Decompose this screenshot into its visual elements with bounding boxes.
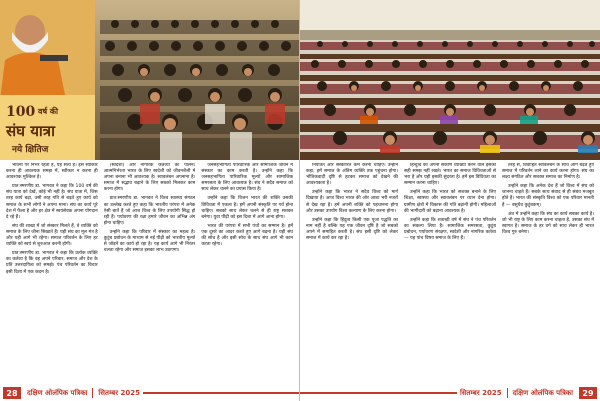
footer-publication: दक्षिण ओलंपिक पत्रिका bbox=[512, 388, 573, 397]
paragraph: हिन्दुत्व को अपनी संकीर्ण व्याख्या करने वाले इसकी सही समझ नहीं रखते। भारत का समाज विविधताओं से भरा है और यही इसकी सुंदरता है। हमें इस विविधता का सम्मान करना चाहिए। bbox=[404, 163, 496, 187]
footer-divider bbox=[92, 388, 93, 398]
banner-number: 100 bbox=[6, 104, 36, 120]
paragraph: उन्होंने कहा कि परिवार में संस्कार का महत्व है। कुटुंब प्रबोधन के माध्यम से नई पीढ़ी को भारतीय मूल्यों से जोड़ने का कार्य हो रहा है। यह कार्य आगे भी निरंतर चलता रहेगा और समाज इसका लाभ उठाएगा। bbox=[103, 229, 196, 254]
paragraph: उन्होंने कहा कि शताब्दी वर्ष में संघ ने पंच परिवर्तन का संकल्प लिया है। सामाजिक समरसता, कुटुंब प्रबोधन, पर्यावरण संरक्षण, स्वदेशी और नागरिक कर्तव्य — यह पांच विषय समाज के लिए हैं। bbox=[404, 217, 496, 242]
footer-rule bbox=[300, 392, 457, 394]
right-photo-audience bbox=[300, 0, 600, 160]
right-footer bbox=[300, 385, 600, 401]
left-column-2 bbox=[104, 163, 196, 381]
paragraph: उन्होंने कहा कि हिंदुत्व किसी एक पूजा पद्धति का नाम नहीं है बल्कि यह एक जीवन दृष्टि है जो सबको अपने में समाहित करती है। संघ इसी दृष्टि को लेकर समाज में कार्य कर रहा है। bbox=[306, 217, 398, 242]
page-number: 29 bbox=[579, 387, 597, 399]
paragraph: जनसहभागिता पारिवारिक और सामाजिक जीवन में संस्कार का काम करती है। उन्होंने कहा कि जनसहभागिता पारिवारिक मूल्यों और सामाजिक समरसता के लिए आवश्यक है। संघ ने सदैव समाज को साथ लेकर चलने का प्रयास किया है। bbox=[201, 163, 294, 193]
footer-month: सितम्बर 2025 bbox=[460, 388, 502, 397]
paragraph: प्रात:स्मरणीय डा. भागवत ने कहा कि प्रत्येक व्यक्ति का कर्तव्य है कि वह अपने परिवार, समाज और देश के प्रति उत्तरदायित्व को समझे। पंच परिवर्तन का विचार इसी दिशा में एक कदम है। bbox=[6, 251, 98, 275]
banner-tagline: नये क्षितिज bbox=[12, 145, 49, 155]
event-photo-right bbox=[300, 0, 600, 160]
footer-publication: दक्षिण ओलंपिक पत्रिका bbox=[27, 388, 88, 397]
left-column-3 bbox=[201, 163, 293, 381]
footer-rule bbox=[143, 392, 299, 394]
right-column-2 bbox=[404, 163, 496, 381]
footer-divider bbox=[507, 388, 508, 398]
right-column-3 bbox=[502, 163, 594, 381]
page-number: 28 bbox=[3, 387, 21, 399]
right-article-columns bbox=[306, 163, 594, 381]
left-column-1 bbox=[6, 163, 98, 381]
paragraph: भावना पर निर्भर रहती है, यह सत्य है। इसे स्वीकार करना ही आवश्यक समझ में, स्वीकार न करना ही आवश्यक मुश्किल है। bbox=[6, 163, 98, 181]
paragraph: संघ की शाखा में जो संस्कार मिलते हैं, वे व्यक्ति को समाज के लिए जीना सिखाते हैं। यही संघ का मूल मंत्र है और यही आगे भी रहेगा। समाज परिवर्तन के लिए हर व्यक्ति को स्वयं से शुरुआत करनी होगी। bbox=[6, 223, 98, 248]
paragraph: (स्वदेशी) और नागरिक कर्तव्यों का पालन। आत्मनिर्भरता भारत के लिए स्वदेशी को जीवनशैली में अपना बनाना भी आवश्यक है। स्वावलंबन अपनाना है। समाज में सद्भाव बढ़ाने के लिए सबको मिलकर काम करना होगा। bbox=[103, 163, 196, 193]
event-photo-left bbox=[0, 0, 300, 160]
paragraph: उन्होंने कहा कि भारत ने सदैव विश्व को मार्ग दिखाया है। आज विश्व भारत की ओर आशा भरी नजरों से देख रहा है। हमें अपनी शक्ति को पहचानना होगा और उसका उपयोग विश्व कल्याण के लिए करना होगा। bbox=[306, 190, 398, 214]
banner-title: संघ यात्रा bbox=[6, 122, 55, 140]
banner-subtext: वर्ष की bbox=[38, 106, 59, 116]
paragraph: अंत में उन्होंने कहा कि संघ का कार्य सबका कार्य है। जो भी राष्ट्र के लिए काम करना चाहता है, उसका संघ में स्वागत है। समाज के हर वर्ग को साथ लेकर ही भारत विश्व गुरु बनेगा। bbox=[502, 211, 594, 235]
paragraph: उन्होंने कहा कि अनेक देश हैं जो विश्व में संघ को जानना चाहते हैं। सबके साथ संवाद से ही संबंध मजबूत होते हैं। भारत की संस्कृति विश्व को एक परिवार मानती है — वसुधैव कुटुंबकम्। bbox=[502, 184, 594, 208]
paragraph: उन्होंने कहा कि भारत को सशक्त बनाने के लिए शिक्षा, स्वास्थ्य और स्वावलंबन पर ध्यान देना होगा। ग्रामीण क्षेत्रों में विकास की गति बढ़ानी होगी। महिलाओं की भागीदारी को बढ़ाना आवश्यक है। bbox=[404, 190, 496, 214]
paragraph: उन्होंने कहा कि विजन भारत की शक्ति उसकी विविधता में एकता है। हमें अपनी संस्कृति पर गर्व होना चाहिए। सबको साथ लेकर चलने से ही राष्ट्र सशक्त बनेगा। युवा पीढ़ी को इस दिशा में आगे आना होगा। bbox=[201, 196, 294, 220]
footer-month: सितम्बर 2025 bbox=[98, 388, 140, 397]
paragraph: प्रात:स्मरणीय डा. भागवत ने विश्व स्वास्थ्य संगठन का उल्लेख करते हुए कहा कि भारतीय परंपरा में अनेक ऐसी बातें हैं जो आज विश्व के लिए उपयोगी सिद्ध हो रही हैं। पर्यावरण की रक्षा हमारे जीवन का अभिन्न अंग होना चाहिए। bbox=[103, 196, 196, 226]
paragraph: भारत की परंपरा में सभी पंथों का सम्मान है। हमें एक दूसरे का आदर करते हुए आगे बढ़ना है। यही संघ की सोच है और इसी सोच के साथ संघ आगे भी काम करता रहेगा। bbox=[201, 223, 294, 248]
left-footer bbox=[0, 385, 299, 401]
right-column-1 bbox=[306, 163, 398, 381]
paragraph: तरह से, विवाहित स्वावलंबन के साथ आगे बढ़ते हुए समाज में परिवर्तन लाने का कार्य करना होगा। संघ का लक्ष्य संगठित और सशक्त समाज का निर्माण है। bbox=[502, 163, 594, 181]
paragraph: नियंत्रित और संस्कारित कर्म करना चाहिए। उन्होंने कहा, हमें समाज के अंतिम व्यक्ति तक पहुंचना होगा। भौतिकवादी दृष्टि से हटकर समाज को देखने की आवश्यकता है। bbox=[306, 163, 398, 187]
right-page bbox=[300, 0, 600, 401]
left-article-columns bbox=[6, 163, 293, 381]
left-photo-event bbox=[0, 0, 300, 160]
paragraph: प्रात:स्मरणीय डा. भागवत ने कहा कि 100 वर्ष की संघ यात्रा को देखें, कोई भी नहीं है। संघ यात्रा में, जिस तरह कार्य बढ़ा, उसी तरह गति से बढ़ते हुए कार्य को समाज के सभी लोगों ने अपना माना। संघ का कार्य पूरे देश में फैला है और हर क्षेत्र में स्वयंसेवक अपना योगदान दे रहे हैं। bbox=[6, 184, 98, 220]
